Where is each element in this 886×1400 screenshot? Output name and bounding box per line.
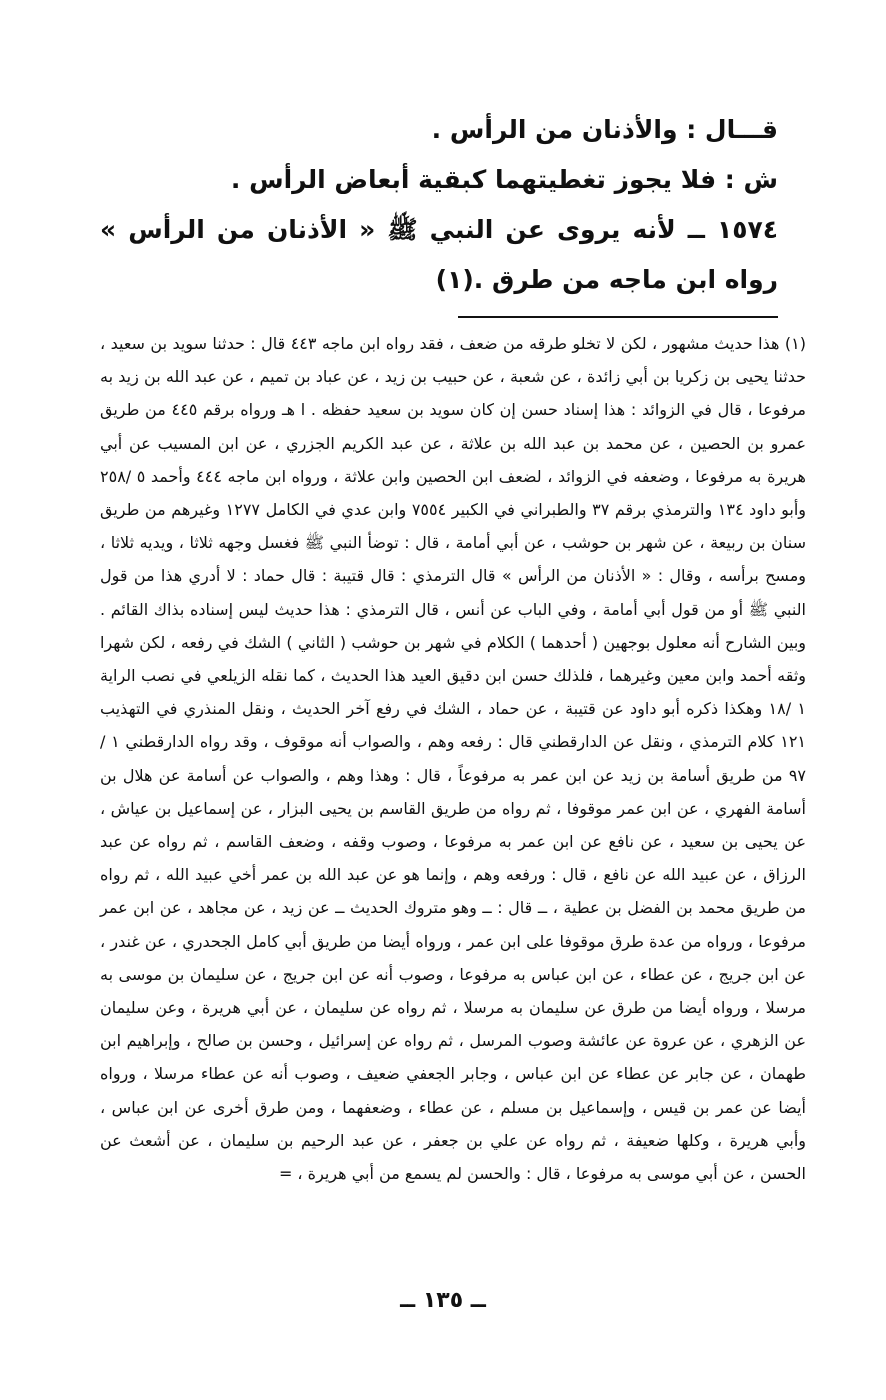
footnote-separator <box>458 316 778 318</box>
main-line-commentary: ش : فلا يجوز تغطيتهما كبقية أبعاض الرأس . <box>230 165 778 194</box>
footnote-text: (١) هذا حديث مشهور ، لكن لا تخلو طرقه من ضعف ، فقد رواه ابن ماجه ٤٤٣ قال : حدثنا سويد بن سعيد ، حدثنا يحيى بن زكريا بن أبي زائدة ، عن شعبة ، عن حبيب بن زيد ، عن عباد بن تميم ، عن عبد الله بن زيد به مرفوعا ، قال في الزوائد : هذا إسناد حسن إن كان سويد بن سعيد حفظه . ا هـ ورواه برقم ٤٤٥ من طريق عمرو بن الحصين ، عن محمد بن عبد الله بن علاثة ، عن عبد الكريم الجزري ، عن ابن المسيب عن أبي هريرة به مرفوعا ، وضعفه في الزوائد ، لضعف ابن الحصين وابن علاثة ، ورواه ابن ماجه ٤٤٤ وأحمد ٥ /٢٥٨ وأبو داود ١٣٤ والترمذي برقم ٣٧ والطبراني في الكبير ٧٥٥٤ وابن عدي في الكامل ١٢٧٧ وغيرهم من طريق سنان بن ربيعة ، عن شهر بن حوشب ، عن أبي أمامة ، قال : توضأ النبي ﷺ فغسل وجهه ثلاثا ، ويديه ثلاثا ، ومسح برأسه ، وقال : « الأذنان من الرأس » قال الترمذي : قال قتيبة : قال حماد : لا أدري هذا من قول النبي ﷺ أو من قول أبي أمامة ، وفي الباب عن أنس ، قال الترمذي : هذا حديث ليس إسناده بذاك القائم . وبين الشارح أنه معلول بوجهين ( أحدهما ) الكلام في شهر بن حوشب ( الثاني ) الشك في رفعه ، لكن شهرا وثقه أحمد وابن معين وغيرهما ، فلذلك حسن ابن دقيق العيد هذا الحديث ، كما نقله الزيلعي في نصب الراية ١ /١٨ وهكذا ذكره أبو داود عن قتيبة ، عن حماد ، الشك في رفع آخر الحديث ، ونقل المنذري في التهذيب ١٢١ كلام الترمذي ، ونقل عن الدارقطني قال : رفعه وهم ، والصواب أنه موقوف ، وقد رواه الدارقطني ١ /٩٧ من طريق أسامة بن زيد عن ابن عمر به مرفوعاً ، قال : وهذا وهم ، والصواب عن أسامة عن هلال بن أسامة الفهري ، عن ابن عمر موقوفا ، ثم رواه من طريق القاسم بن يحيى البزار ، عن إسماعيل بن عياش ، عن يحيى بن سعيد ، عن نافع عن ابن عمر به مرفوعا ، وصوب وقفه ، وضعف القاسم ، ثم رواه عن عبد الرزاق ، عن عبيد الله عن نافع ، قال : ورفعه وهم ، وإنما هو عن عبد الله بن عمر أخي عبيد الله ، ثم رواه من طريق محمد بن الفضل بن عطية ، ــ قال : ــ وهو متروك الحديث ــ عن زيد ، عن مجاهد ، عن ابن عمر مرفوعا ، ورواه من عدة طرق موقوفا على ابن عمر ، ورواه أيضا من طريق أبي كامل الجحدري ، عن غندر ، عن ابن جريج ، عن عطاء ، عن ابن عباس به مرفوعا ، وصوب أنه عن ابن جريج ، عن سليمان بن موسى به مرسلا ، ورواه أيضا من طرق عن سليمان به مرسلا ، ثم رواه عن سليمان ، عن أبي هريرة ، وعن سليمان عن الزهري ، عن عروة عن عائشة وصوب المرسل ، ثم رواه عن إسرائيل ، وحسن بن صالح ، وإبراهيم ابن طهمان ، عن جابر عن عطاء عن ابن عباس ، وجابر الجعفي ضعيف ، وصوب أنه عن عطاء مرسلا ، ورواه أيضا عن عمر بن قيس ، وإسماعيل بن مسلم ، عن عطاء ، وضعفهما ، ومن طرق أخرى عن ابن عباس ، وأبي هريرة ، وكلها ضعيفة ، ثم رواه عن علي بن جعفر ، عن عبد الرحيم بن سليمان ، عن أشعث عن الحسن ، عن أبي موسى به مرفوعا ، قال : والحسن لم يسمع من أبي هريرة ، = <box>100 334 807 1184</box>
footnote-block <box>100 327 806 1190</box>
main-line-quote: قـــال : والأذنان من الرأس . <box>431 115 778 144</box>
main-text-block <box>100 105 778 305</box>
page-number: ــ ١٣٥ ــ <box>400 1288 486 1313</box>
main-line-hadith: ١٥٧٤ ــ لأنه يروى عن النبي ﷺ « الأذنان من الرأس » رواه ابن ماجه من طرق .(١) <box>100 215 778 294</box>
